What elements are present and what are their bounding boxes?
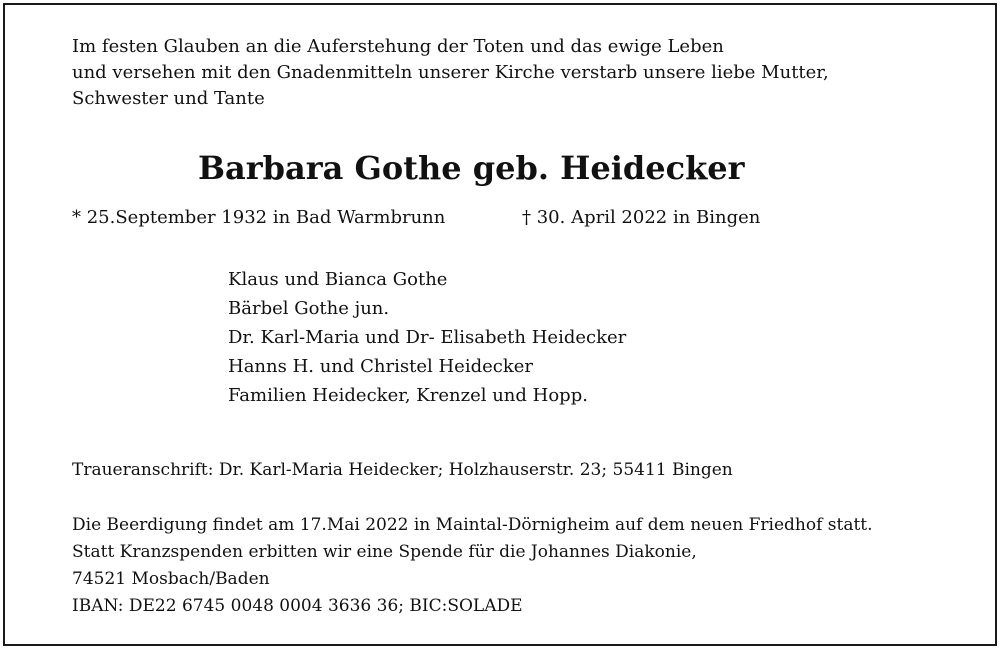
mourner-line: Bärbel Gothe jun. [228,298,390,319]
funeral-line: Statt Kranzspenden erbitten wir eine Spende für die Johannes Diakonie, [72,542,697,562]
mourner-line: Dr. Karl-Maria und Dr- Elisabeth Heidecker [228,327,627,348]
mourner-line: Klaus und Bianca Gothe [228,269,448,290]
mourners-list [228,265,626,410]
intro-line: Im festen Glauben an die Auferstehung der Toten und das ewige Leben [72,36,724,57]
funeral-line: 74521 Mosbach/Baden [72,569,270,589]
death-date: † 30. April 2022 in Bingen [522,207,761,228]
intro-text [72,34,952,112]
birth-date: * 25.September 1932 in Bad Warmbrunn [72,207,446,228]
deceased-name: Barbara Gothe geb. Heidecker [198,149,745,187]
funeral-info [72,512,873,620]
life-dates [72,205,761,231]
funeral-line: Die Beerdigung findet am 17.Mai 2022 in Maintal-Dörnigheim auf dem neuen Friedhof statt. [72,515,873,535]
mourning-address: Traueranschrift: Dr. Karl-Maria Heidecker; Holzhauserstr. 23; 55411 Bingen [72,460,733,480]
intro-line: und versehen mit den Gnadenmitteln unserer Kirche verstarb unsere liebe Mutter, [72,62,829,83]
funeral-line: IBAN: DE22 6745 0048 0004 3636 36; BIC:SOLADE [72,596,523,616]
intro-line: Schwester und Tante [72,88,265,109]
mourner-line: Hanns H. und Christel Heidecker [228,356,533,377]
mourner-line: Familien Heidecker, Krenzel und Hopp. [228,385,588,406]
